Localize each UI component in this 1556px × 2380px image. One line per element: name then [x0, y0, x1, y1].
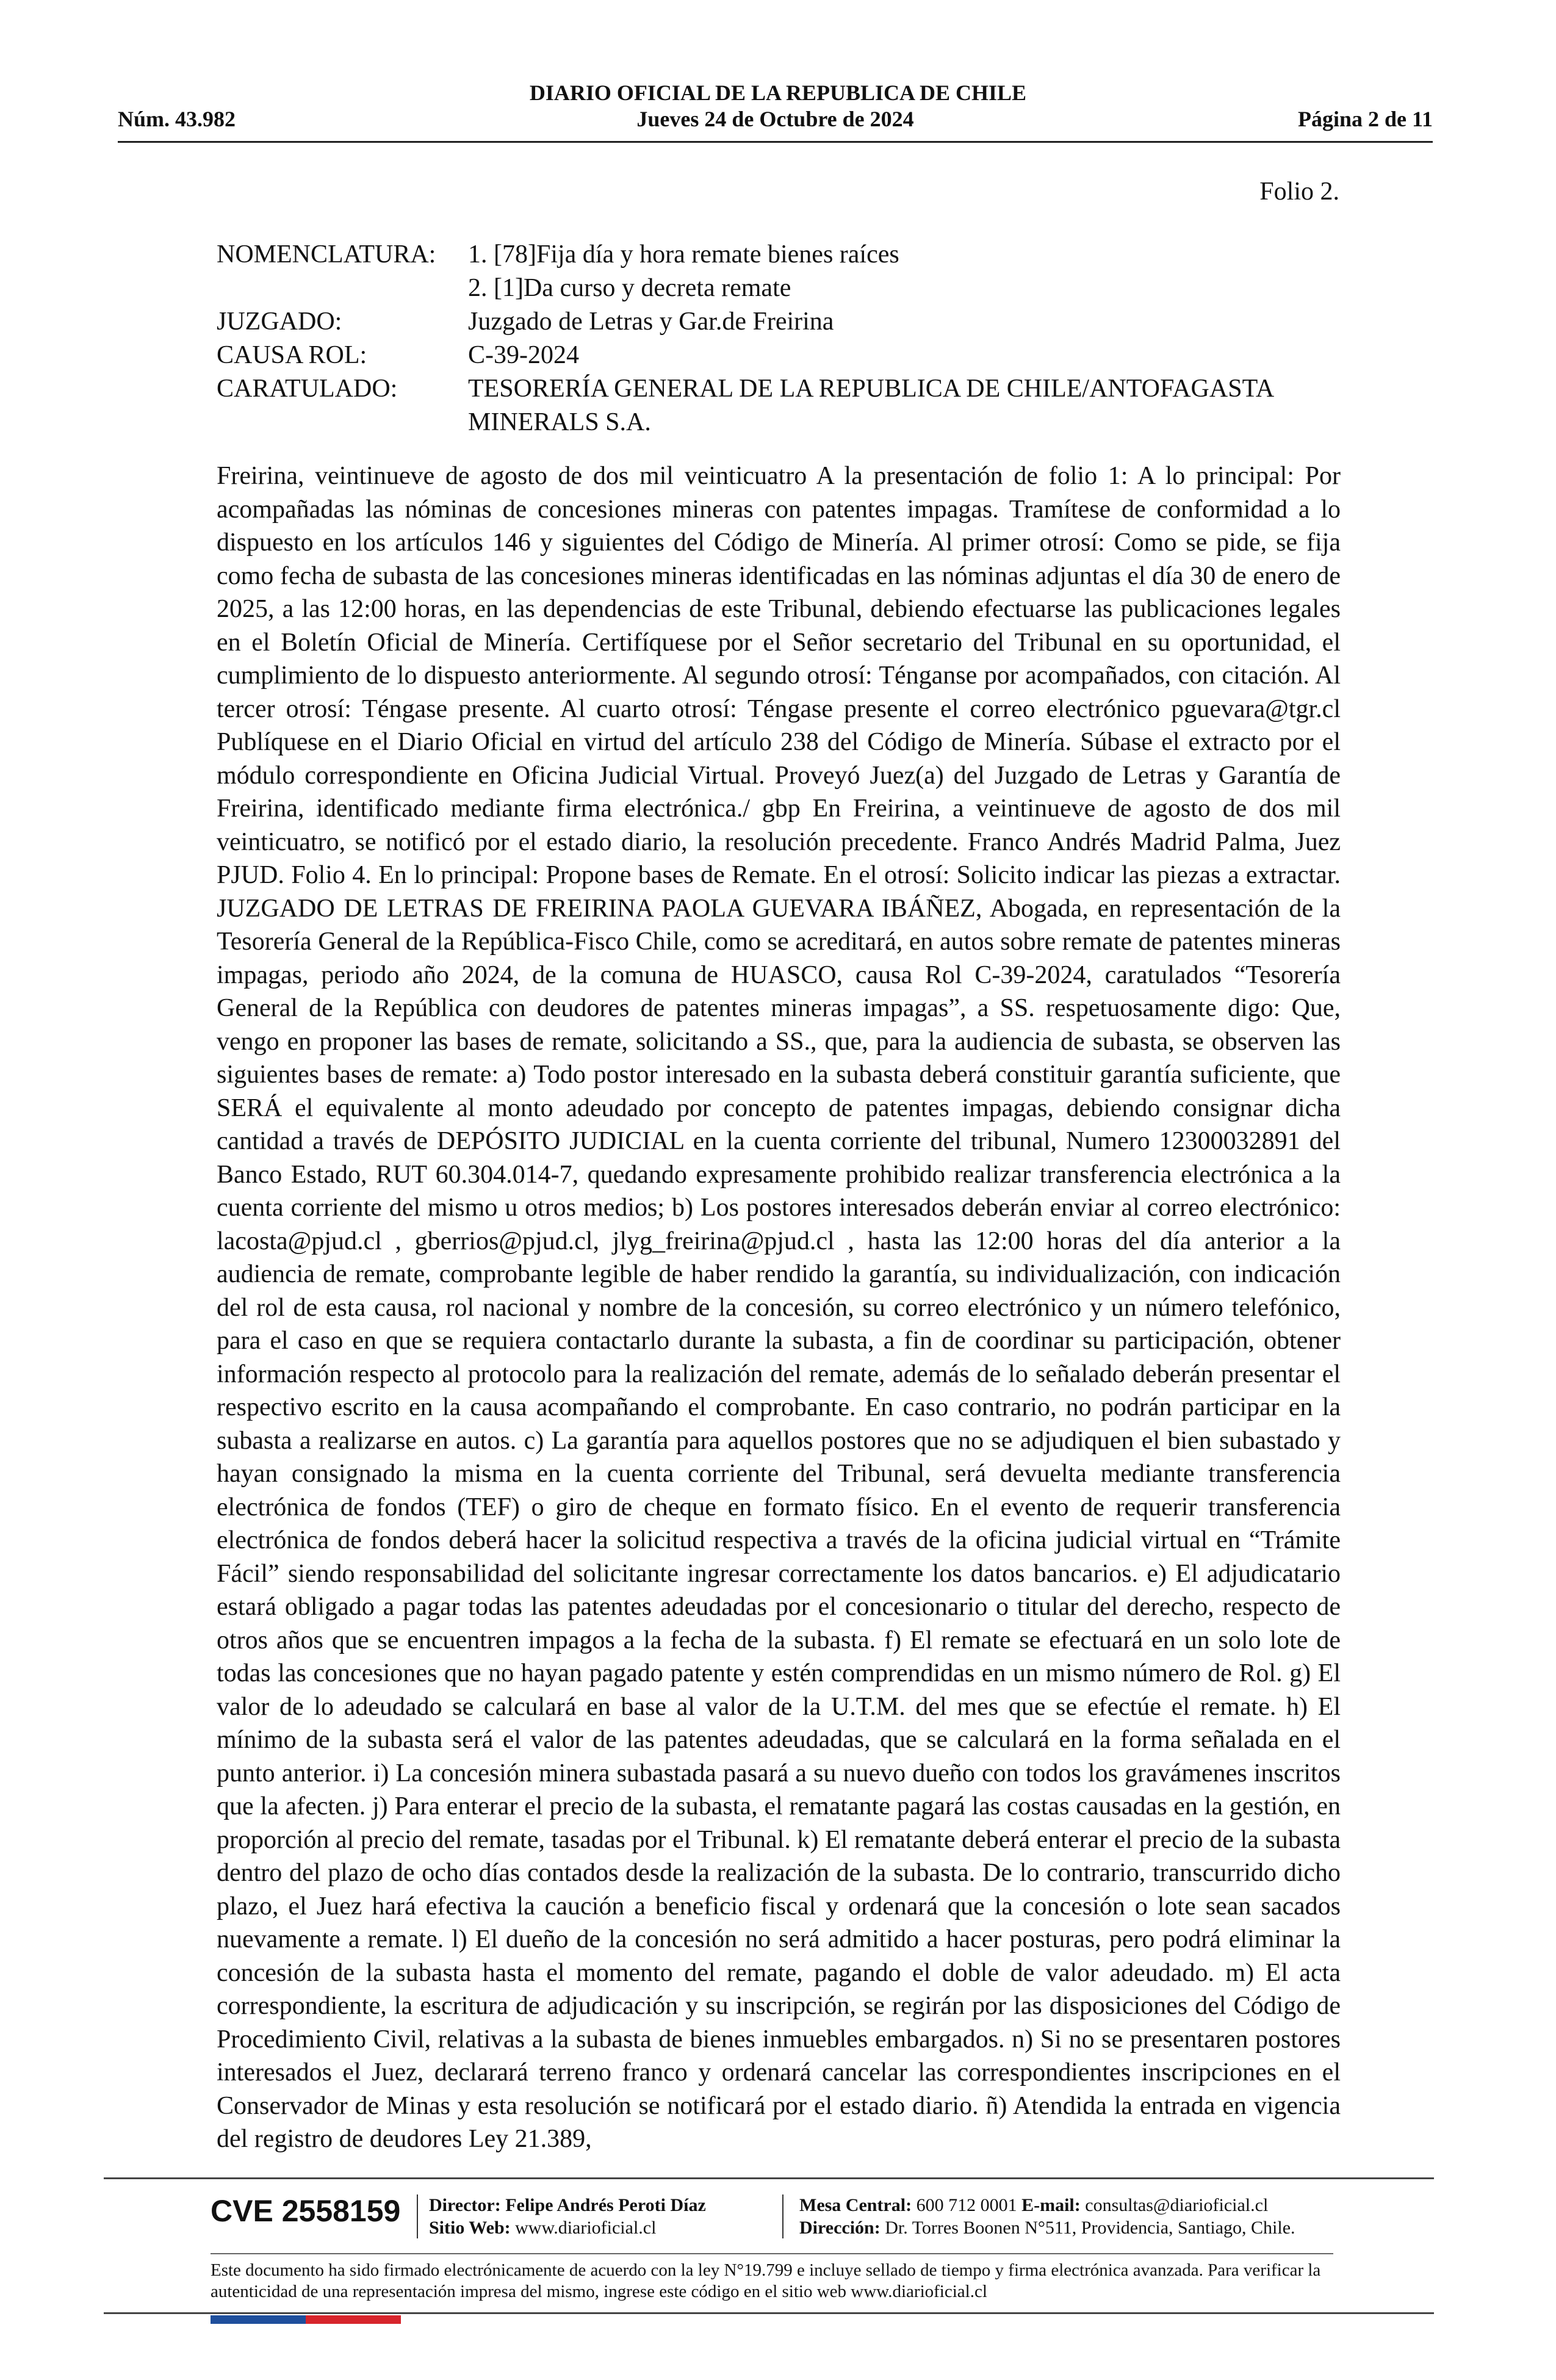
meta-row — [217, 339, 1341, 372]
email-link[interactable]: consultas@diarioficial.cl — [1085, 2195, 1269, 2215]
meta-label: NOMENCLATURA: — [217, 240, 436, 269]
meta-value: 2. [1]Da curso y decreta remate — [468, 274, 791, 302]
meta-row — [217, 305, 1341, 339]
meta-row — [217, 372, 1341, 439]
flag-bar-blue — [211, 2315, 306, 2324]
director-name: Felipe Andrés Peroti Díaz — [505, 2195, 706, 2215]
issue-number: Núm. 43.982 — [118, 107, 236, 131]
meta-label: CARATULADO: — [217, 375, 398, 403]
address-text: Dr. Torres Boonen N°511, Providencia, Santiago, Chile. — [885, 2218, 1295, 2238]
footer-divider-top — [104, 2177, 1434, 2179]
phone-label: Mesa Central: — [799, 2195, 912, 2215]
meta-label: JUZGADO: — [217, 308, 342, 336]
folio-label: Folio 2. — [1259, 178, 1339, 206]
signature-note: Este documento ha sido firmado electrónicamente de acuerdo con la ley N°19.799 e incluye sellado de tiempo y firma electrónica avanzada. Para verificar la autenticidad de una representación impresa del mismo, ingrese este código en el sitio web www.diarioficial.cl — [211, 2260, 1321, 2301]
footer-divider-vertical — [417, 2194, 418, 2238]
footer-divider-vertical — [782, 2194, 783, 2238]
meta-value: Juzgado de Letras y Gar.de Freirina — [468, 308, 834, 336]
meta-value: C-39-2024 — [468, 341, 579, 369]
web-label: Sitio Web: — [429, 2218, 511, 2238]
meta-value: 1. [78]Fija día y hora remate bienes raíces — [468, 240, 899, 269]
newspaper-title: DIARIO OFICIAL DE LA REPUBLICA DE CHILE — [529, 81, 1027, 105]
meta-label: CAUSA ROL: — [217, 341, 367, 369]
resolution-body: Freirina, veintinueve de agosto de dos mil veinticuatro A la presentación de folio 1: A lo principal: Por acompañadas las nóminas de concesiones mineras con patentes impagas. Tramítese de conformidad a lo dispuesto en los artículos 146 y siguientes del Código de Minería. Al primer otrosí: Como se pide, se fija como fecha de subasta de las concesiones mineras identificadas en las nóminas adjuntas el día 30 de enero de 2025, a las 12:00 horas, en las dependencias de este Tribunal, debiendo efectuarse las publicaciones legales en el Boletín Oficial de Minería. Certifíquese por el Señor secretario del Tribunal en su oportunidad, el cumplimiento de lo dispuesto anteriormente. Al segundo otrosí: Ténganse por acompañados, con citación. Al tercer otrosí: Téngase presente. Al cuarto otrosí: Téngase presente el correo electrónico pguevara@tgr.cl Publíquese en el Diario Oficial en virtud del artículo 238 del Código de Minería. Súbase el extracto por el módulo correspondiente en Oficina Judicial Virtual. Proveyó Juez(a) del Juzgado de Letras y Garantía de Freirina, identificado mediante firma electrónica./ gbp En Freirina, a veintinueve de agosto de dos mil veinticuatro, se notificó por el estado diario, la resolución precedente. Franco Andrés Madrid Palma, Juez PJUD. Folio 4. En lo principal: Propone bases de Remate. En el otrosí: Solicito indicar las piezas a extractar. JUZGADO DE LETRAS DE FREIRINA PAOLA GUEVARA IBÁÑEZ, Abogada, en representación de la Tesorería General de la República-Fisco Chile, como se acreditará, en autos sobre remate de patentes mineras impagas, periodo año 2024, de la comuna de HUASCO, causa Rol C-39-2024, caratulados “Tesorería General de la República con deudores de patentes mineras impagas”, a SS. respetuosamente digo: Que, vengo en proponer las bases de remate, solicitando a SS., que, para la audiencia de subasta, se observen las siguientes bases de remate: a) Todo postor interesado en la subasta deberá constituir garantía suficiente, que SERÁ el equivalente al monto adeudado por concepto de patentes impagas, debiendo consignar dicha cantidad a través de DEPÓSITO JUDICIAL en la cuenta corriente del tribunal, Numero 12300032891 del Banco Estado, RUT 60.304.014-7, quedando expresamente prohibido realizar transferencia electrónica a la cuenta corriente del mismo u otros medios; b) Los postores interesados deberán enviar al correo electrónico: lacosta@pjud.cl , gberrios@pjud.cl, jlyg_freirina@pjud.cl , hasta las 12:00 horas del día anterior a la audiencia de remate, comprobante legible de haber rendido la garantía, su individualización, con indicación del rol de esta causa, rol nacional y nombre de la concesión, su correo electrónico y un número telefónico, para el caso en que se requiera contactarlo durante la subasta, a fin de coordinar su participación, obtener información respecto al protocolo para la realización del remate, además de lo señalado deberán presentar el respectivo escrito en la causa acompañando el comprobante. En caso contrario, no podrán participar en la subasta a realizarse en autos. c) La garantía para aquellos postores que no se adjudiquen el bien subastado y hayan consignado la misma en la cuenta corriente del Tribunal, será devuelta mediante transferencia electrónica de fondos (TEF) o giro de cheque en formato físico. En el evento de requerir transferencia electrónica de fondos deberá hacer la solicitud respectiva a través de la oficina judicial virtual en “Trámite Fácil” siendo responsabilidad del solicitante ingresar correctamente los datos bancarios. e) El adjudicatario estará obligado a pagar todas las patentes adeudadas por el concesionario o titular del derecho, respecto de otros años que se encuentren impagos a la fecha de la subasta. f) El remate se efectuará en un solo lote de todas las concesiones que no hayan pagado patente y estén comprendidas en un mismo número de Rol. g) El valor de lo adeudado se calculará en base al valor de la U.T.M. del mes que se efectúe el remate. h) El mínimo de la subasta será el valor de las patentes adeudadas, que se calculará en la forma señalada en el punto anterior. i) La concesión minera subastada pasará a su nuevo dueño con todos los gravámenes inscritos que la afecten. j) Para enterar el precio de la subasta, el rematante pagará las costas causadas en la gestión, en proporción al precio del remate, tasadas por el Tribunal. k) El rematante deberá enterar el precio de la subasta dentro del plazo de ocho días contados desde la realización de la subasta. De lo contrario, transcurrido dicho plazo, el Juez hará efectiva la caución a beneficio fiscal y ordenará que la concesión o lote sean sacados nuevamente a remate. l) El dueño de la concesión no será admitido a hacer posturas, pero podrá eliminar la concesión de la subasta hasta el momento del remate, pagando el doble de valor adeudado. m) El acta correspondiente, la escritura de adjudicación y su inscripción, se regirán por las disposiciones del Código de Procedimiento Civil, relativas a la subasta de bienes inmuebles embargados. n) Si no se presentaren postores interesados el Juez, declarará terreno franco y ordenará cancelar las correspondientes inscripciones en el Conservador de Minas y esta resolución se notificará por el estado diario. ñ) Atendida la entrada en vigencia del registro de deudores Ley 21.389, — [217, 462, 1347, 2153]
header-divider — [118, 141, 1433, 143]
footer-contact-block — [799, 2194, 1295, 2239]
web-link[interactable]: www.diarioficial.cl — [515, 2218, 657, 2238]
flag-bar-red — [306, 2315, 401, 2324]
issue-date: Jueves 24 de Octubre de 2024 — [636, 107, 914, 131]
cve-code: CVE 2558159 — [211, 2194, 401, 2228]
meta-label — [217, 272, 468, 305]
header-row — [118, 106, 1433, 134]
director-label: Director: — [429, 2195, 501, 2215]
phone-number: 600 712 0001 — [916, 2195, 1017, 2215]
meta-row — [217, 272, 1341, 305]
page-number: Página 2 de 11 — [1297, 107, 1433, 131]
meta-value: TESORERÍA GENERAL DE LA REPUBLICA DE CHILE/ANTOFAGASTA MINERALS S.A. — [468, 375, 1273, 436]
case-metadata — [217, 238, 1341, 439]
email-label: E-mail: — [1021, 2195, 1081, 2215]
meta-row — [217, 238, 1341, 272]
footer-divider-bottom — [104, 2312, 1434, 2314]
footer-divider-mid — [211, 2253, 1333, 2254]
footer-director-block — [429, 2194, 706, 2239]
address-label: Dirección: — [799, 2218, 881, 2238]
